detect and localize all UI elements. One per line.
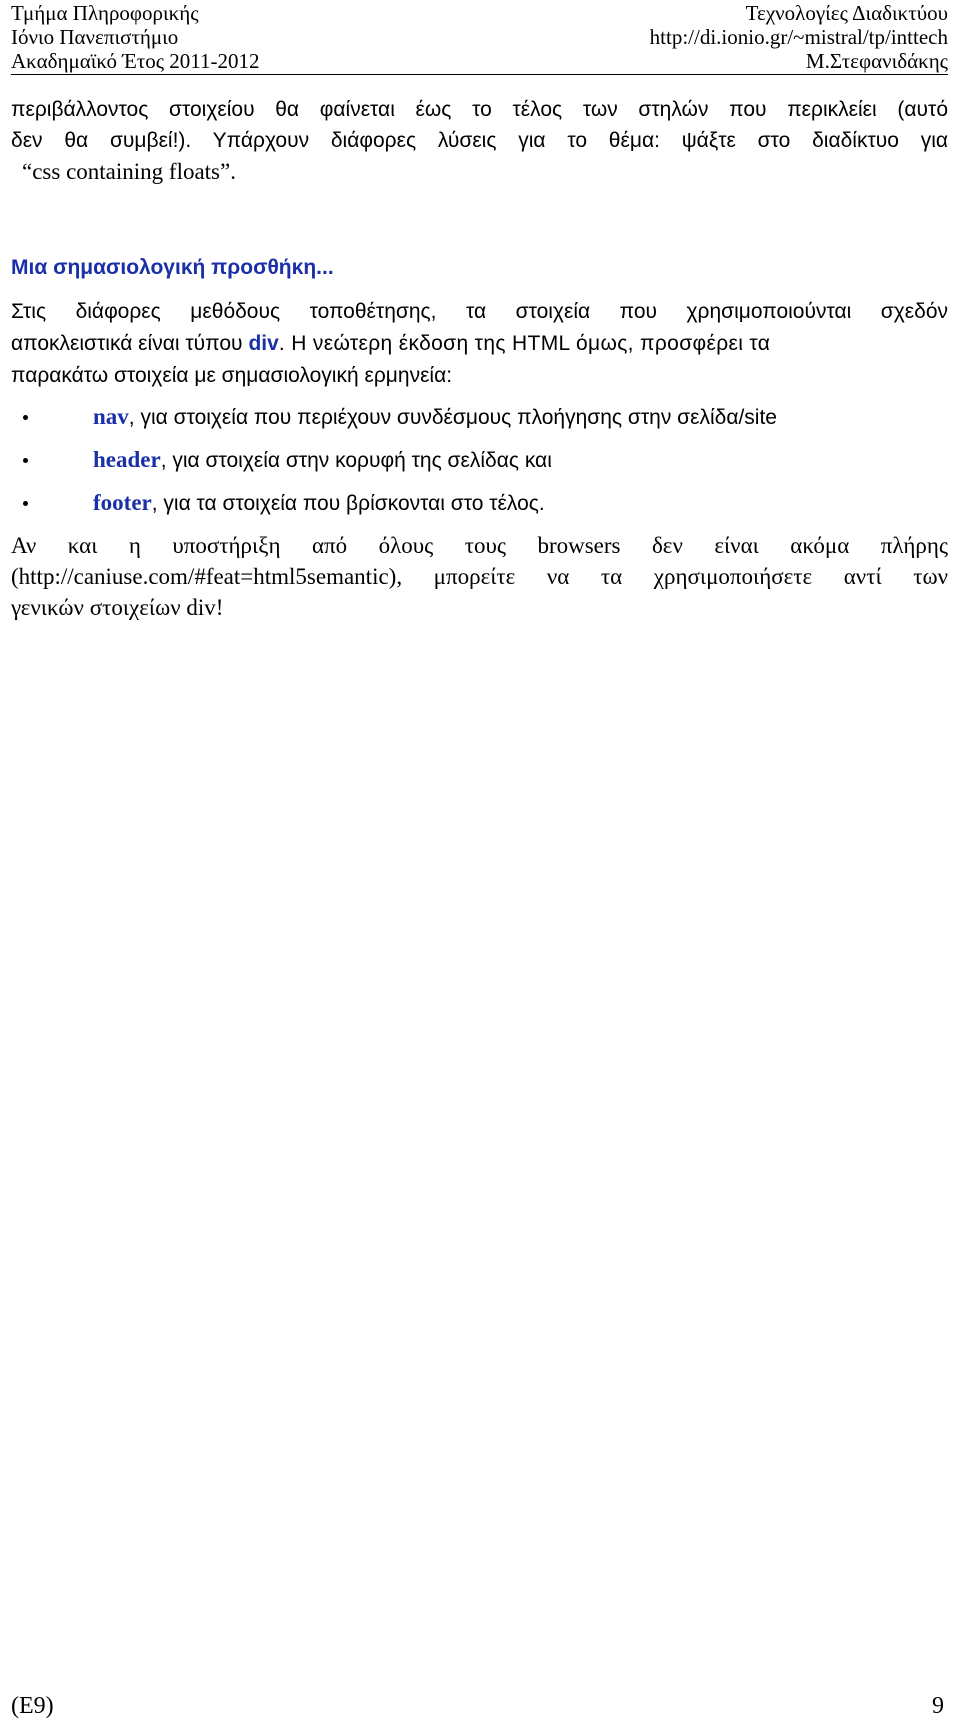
- list-item-text: , για στοιχεία στην κορυφή της σελίδας και: [160, 449, 552, 472]
- paragraph-floats: [11, 94, 948, 187]
- header-course-title: Τεχνολογίες Διαδικτύου: [745, 1, 948, 25]
- section-heading: Μια σημασιολογική προσθήκη...: [11, 256, 334, 279]
- paragraph-text: αποκλειστικά είναι τύπου: [11, 332, 243, 355]
- footer-label: (E9): [11, 1693, 54, 1719]
- header-right: [650, 1, 948, 73]
- paragraph-line: περιβάλλοντος στοιχείου θα φαίνεται έως το τέλος των στηλών που περικλείει (αυτό: [11, 98, 948, 121]
- paragraph-line: “css containing floats”.: [22, 159, 236, 184]
- list-item: [11, 443, 948, 486]
- keyword-footer: footer: [93, 490, 152, 515]
- keyword-header: header: [93, 447, 161, 472]
- bullet-icon: [23, 415, 28, 420]
- paragraph-line: γενικών στοιχείων div!: [11, 595, 224, 620]
- paragraph-line: δεν θα συμβεί!). Υπάρχουν διάφορες λύσεις για το θέμα: ψάξτε στο διαδίκτυο για: [11, 129, 948, 152]
- bullet-icon: [23, 501, 28, 506]
- header-department: Τμήμα Πληροφορικής: [11, 1, 199, 25]
- header-author: Μ.Στεφανιδάκης: [805, 49, 948, 73]
- header-academic-year: Ακαδημαϊκό Έτος 2011-2012: [11, 49, 260, 73]
- bullet-icon: [23, 458, 28, 463]
- paragraph-text-suffix: . Η νεώτερη έκδοση της HTML όμως, προσφέρει τα: [278, 332, 771, 355]
- header-university: Ιόνιο Πανεπιστήμιο: [11, 25, 179, 49]
- paragraph-line: [11, 328, 948, 360]
- paragraph-line: Αν και η υποστήριξη από όλους τους browsers δεν είναι ακόμα πλήρης: [11, 533, 948, 558]
- keyword-nav: nav: [93, 404, 129, 429]
- paragraph-line: (http://caniuse.com/#feat=html5semantic), μπορείτε να τα χρησιμοποιήσετε αντί των: [11, 564, 948, 589]
- keyword-div: div: [248, 332, 279, 355]
- list-item: [11, 486, 948, 529]
- page-number: 9: [932, 1693, 944, 1719]
- list-item: [11, 400, 948, 443]
- list-item-text: , για τα στοιχεία που βρίσκονται στο τέλος.: [151, 492, 545, 515]
- list-item-text: , για στοιχεία που περιέχουν συνδέσμους πλοήγησης στην σελίδα/site: [128, 406, 777, 429]
- paragraph-line: Στις διάφορες μεθόδους τοποθέτησης, τα στοιχεία που χρησιμοποιούνται σχεδόν: [11, 300, 948, 323]
- header-divider: [11, 74, 948, 75]
- paragraph-semantic-intro: [11, 296, 948, 392]
- page-header: [11, 0, 948, 74]
- paragraph-text: [279, 328, 948, 360]
- header-course-url: http://di.ionio.gr/~mistral/tp/inttech: [649, 25, 948, 49]
- paragraph-browser-support: [11, 530, 948, 623]
- header-left: [11, 1, 260, 73]
- paragraph-line: παρακάτω στοιχεία με σημασιολογική ερμηνεία:: [11, 364, 453, 387]
- semantic-elements-list: [11, 400, 948, 529]
